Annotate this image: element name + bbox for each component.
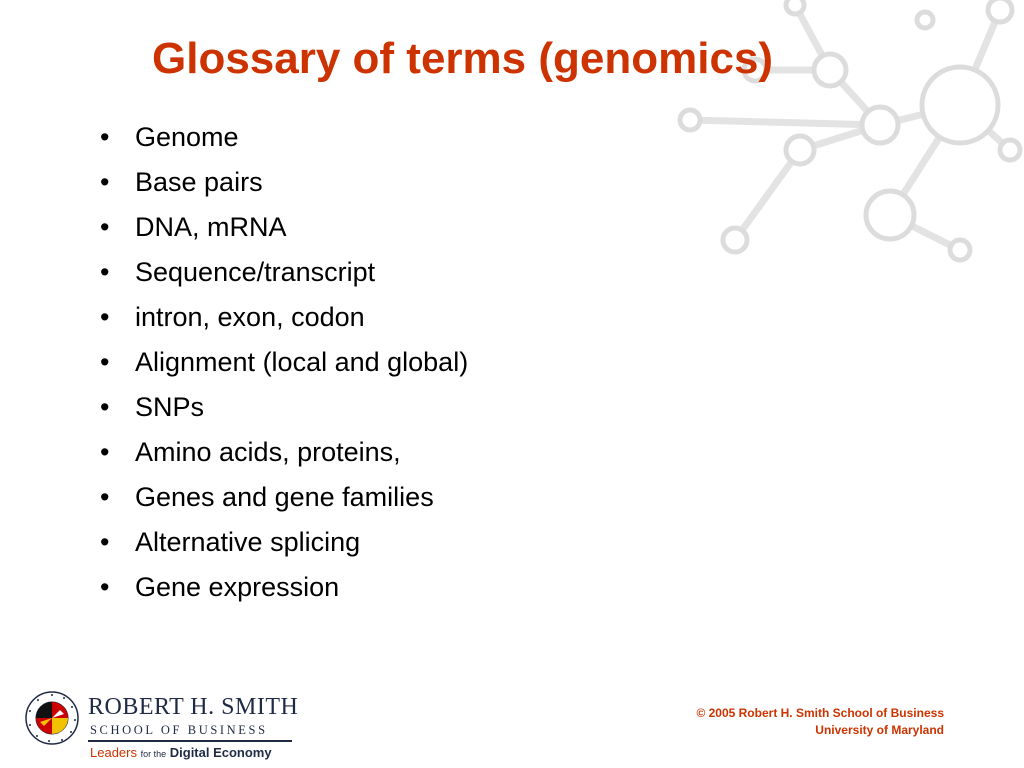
tagline-lead: Leaders bbox=[90, 745, 137, 760]
bullet-icon: • bbox=[100, 122, 110, 152]
logo-divider bbox=[88, 740, 292, 742]
term-label: DNA, mRNA bbox=[135, 212, 287, 242]
term-label: Base pairs bbox=[135, 167, 263, 197]
term-label: Gene expression bbox=[135, 572, 340, 602]
list-item bbox=[100, 117, 468, 162]
slide-title: Glossary of terms (genomics) bbox=[152, 34, 774, 83]
copyright-notice bbox=[696, 705, 944, 739]
university-seal-icon bbox=[24, 690, 80, 746]
list-item bbox=[100, 342, 468, 387]
bullet-icon: • bbox=[100, 527, 110, 557]
tagline-emphasis: Digital Economy bbox=[169, 745, 272, 760]
list-item bbox=[100, 387, 468, 432]
bullet-icon: • bbox=[100, 437, 110, 467]
term-label: Genome bbox=[135, 122, 239, 152]
list-item bbox=[100, 522, 468, 567]
logo-school-line: SCHOOL OF BUSINESS bbox=[90, 723, 268, 737]
list-item bbox=[100, 162, 468, 207]
list-item bbox=[100, 477, 468, 522]
bullet-icon: • bbox=[100, 167, 110, 197]
copyright-line-1: © 2005 Robert H. Smith School of Business bbox=[696, 706, 944, 720]
bullet-icon: • bbox=[100, 302, 110, 332]
copyright-line-2: University of Maryland bbox=[815, 723, 944, 737]
term-label: intron, exon, codon bbox=[135, 302, 365, 332]
bullet-icon: • bbox=[100, 212, 110, 242]
term-label: Amino acids, proteins, bbox=[135, 437, 401, 467]
glossary-list bbox=[100, 117, 468, 612]
robert-h-smith-logo bbox=[24, 690, 299, 762]
term-label: Genes and gene families bbox=[135, 482, 434, 512]
term-label: Alternative splicing bbox=[135, 527, 361, 557]
logo-wordmark: ROBERT H. SMITH bbox=[88, 694, 299, 720]
list-item bbox=[100, 297, 468, 342]
bullet-icon: • bbox=[100, 482, 110, 512]
list-item bbox=[100, 432, 468, 477]
term-label: Alignment (local and global) bbox=[135, 347, 469, 377]
bullet-icon: • bbox=[100, 347, 110, 377]
list-item bbox=[100, 252, 468, 297]
tagline-connector: for the bbox=[140, 749, 167, 759]
term-label: SNPs bbox=[135, 392, 205, 422]
bullet-icon: • bbox=[100, 392, 110, 422]
bullet-icon: • bbox=[100, 257, 110, 287]
term-label: Sequence/transcript bbox=[135, 257, 376, 287]
bullet-icon: • bbox=[100, 572, 110, 602]
logo-tagline bbox=[90, 745, 272, 760]
list-item bbox=[100, 207, 468, 252]
list-item bbox=[100, 567, 468, 612]
